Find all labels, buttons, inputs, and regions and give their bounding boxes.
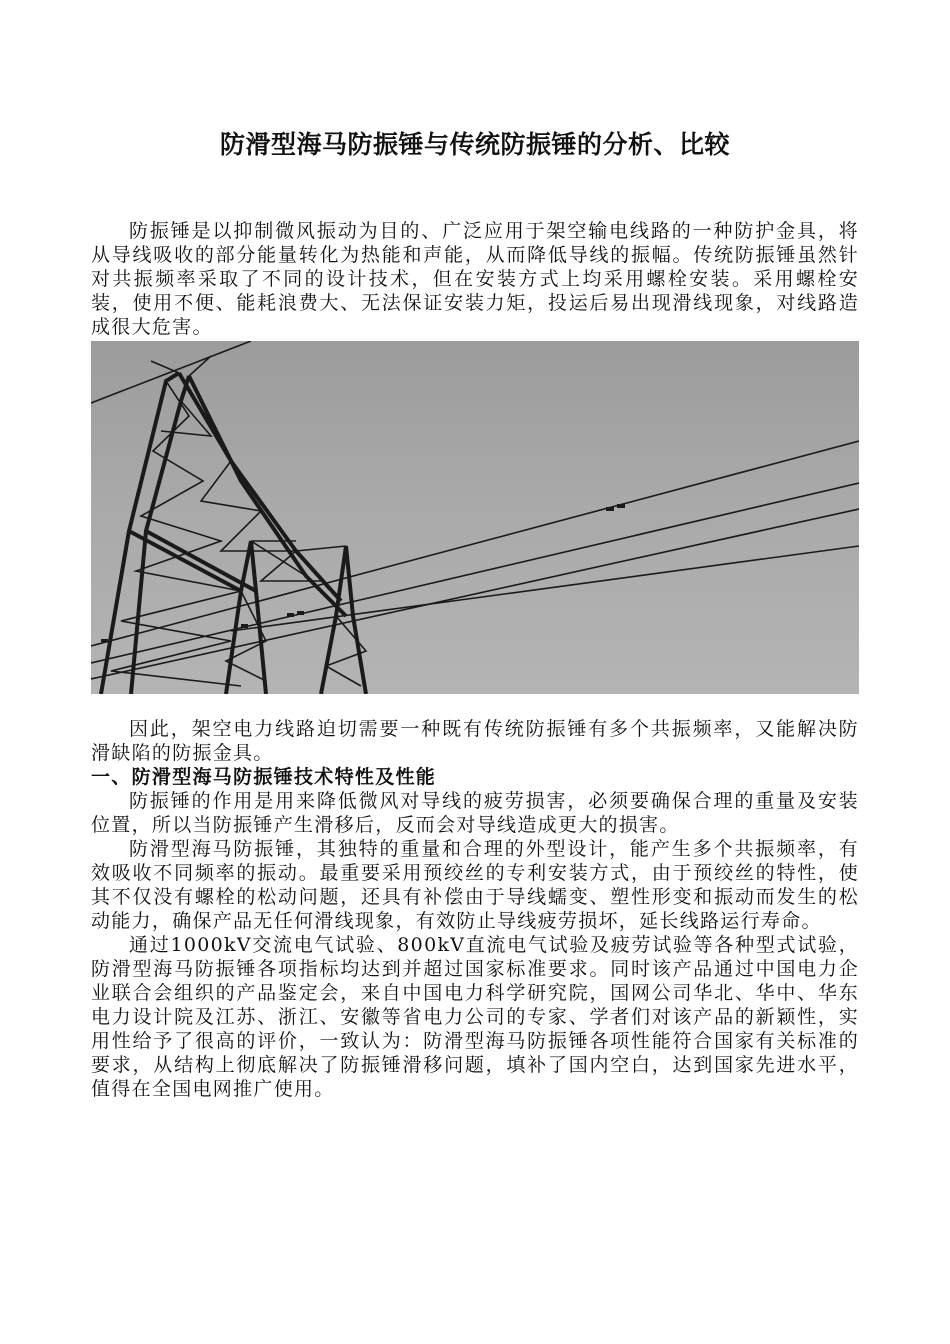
section-1-paragraph: 防滑型海马防振锤，其独特的重量和合理的外型设计，能产生多个共振频率，有效吸收不同频率的振动。最重要采用预绞丝的专利安装方式，由于预绞丝的特性，使其不仅没有螺栓的松动问题，还具有补偿由于导线蠕变、塑性形变和振动而发生的松动能力，确保产品无任何滑线现象，有效防止导线疲劳损坏，延长线路运行寿命。 — [91, 838, 859, 932]
section-1-paragraph: 通过1000kV交流电气试验、800kV直流电气试验及疲劳试验等各种型式试验，防滑型海马防振锤各项指标均达到并超过国家标准要求。同时该产品通过中国电力企业联合会组织的产品鉴定会，来自中国电力科学研究院，国网公司华北、华中、华东电力设计院及江苏、浙江、安徽等省电力公司的专家、学者们对该产品的新颖性，实用性给予了很高的评价，一致认为：防滑型海马防振锤各项性能符合国家有关标准的要求，从结构上彻底解决了防振锤滑移问题，填补了国内空白，达到国家先进水平，值得在全国电网推广使用。 — [91, 934, 859, 1100]
transmission-tower-photo — [91, 341, 859, 694]
transmission-tower-illustration — [91, 341, 859, 694]
body-section — [91, 717, 859, 1101]
intro-paragraph: 防振锤是以抑制微风振动为目的、广泛应用于架空输电线路的一种防护金具，将从导线吸收的部分能量转化为热能和声能，从而降低导线的振幅。传统防振锤虽然针对共振频率采取了不同的设计技术，但在安装方式上均采用螺栓安装。采用螺栓安装，使用不便、能耗浪费大、无法保证安装力矩，投运后易出现滑线现象，对线路造成很大危害。 — [91, 220, 859, 338]
section-1-paragraph: 防振锤的作用是用来降低微风对导线的疲劳损害，必须要确保合理的重量及安装位置，所以当防振锤产生滑移后，反而会对导线造成更大的损害。 — [91, 790, 859, 836]
conclusion-intro-paragraph: 因此，架空电力线路迫切需要一种既有传统防振锤有多个共振频率，又能解决防滑缺陷的防振金具。 — [91, 718, 859, 764]
document-title: 防滑型海马防振锤与传统防振锤的分析、比较 — [219, 130, 730, 159]
section-1-heading: 一、防滑型海马防振锤技术特性及性能 — [91, 766, 437, 788]
intro-section — [91, 219, 859, 339]
